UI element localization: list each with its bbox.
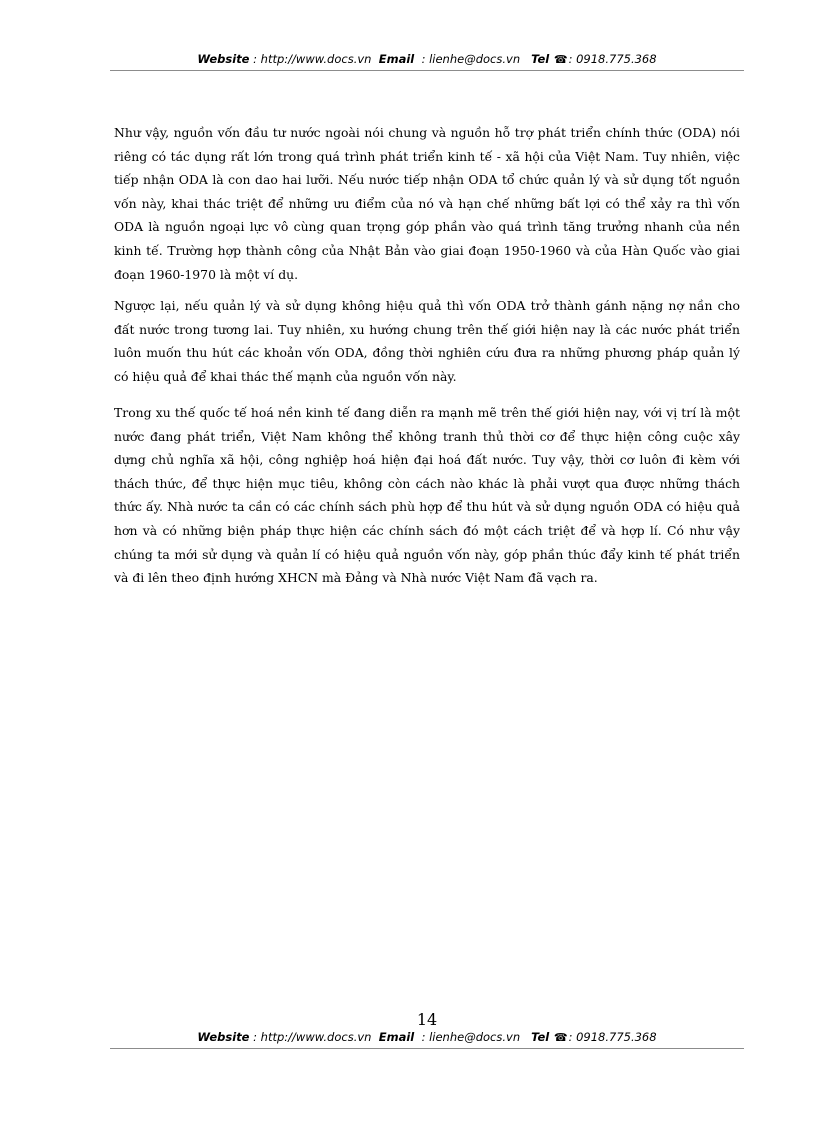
website-url: : http://www.docs.vn: [253, 1030, 372, 1044]
body-paragraph-1: [114, 121, 740, 286]
email-label: Email: [378, 52, 415, 66]
paragraph-text: Trong xu thế quốc tế hoá nền kinh tế đang diễn ra mạnh mẽ trên thế giới hiện nay, với vị trí là một nước đang phát triển, Việt Nam không thể không tranh thủ thời cơ để thực hiện công cuộc xây dựng chủ nghĩa xã hội, công nghiệp hoá hiện đại hoá đất nước. Tuy vậy, thời cơ luôn đi kèm với thách thức, để thực hiện mục tiêu, không còn cách nào khác là phải vượt qua được những thách thức ấy. Nhà nước ta cần có các chính sách phù hợp để thu hút và sử dụng nguồn ODA có hiệu quả hơn và có những biện pháp thực hiện các chính sách đó một cách triệt để và hợp lí. Có như vậy chúng ta mới sử dụng và quản lí có hiệu quả nguồn vốn này, góp phần thúc đẩy kinh tế phát triển và đi lên theo định hướng XHCN mà Đảng và Nhà nước Việt Nam đã vạch ra.: [114, 405, 740, 586]
telephone-icon: ☎: [553, 53, 568, 66]
website-label: Website: [197, 1030, 250, 1044]
paragraph-text: Ngược lại, nếu quản lý và sử dụng không hiệu quả thì vốn ODA trở thành gánh nặng nợ nần cho đất nước trong tương lai. Tuy nhiên, xu hướng chung trên thế giới hiện nay là các nước phát triển luôn muốn thu hút các khoản vốn ODA, đồng thời nghiên cứu đưa ra những phương pháp quản lý có hiệu quả để khai thác thế mạnh của nguồn vốn này.: [114, 298, 740, 384]
paragraph-text: Như vậy, nguồn vốn đầu tư nước ngoài nói chung và nguồn hỗ trợ phát triển chính thức (ODA) nói riêng có tác dụng rất lớn trong quá trình phát triển kinh tế - xã hội của Việt Nam. Tuy nhiên, việc tiếp nhận ODA là con dao hai lưỡi. Nếu nước tiếp nhận ODA tổ chức quản lý và sử dụng tốt nguồn vốn này, khai thác triệt để những ưu điểm của nó và hạn chế những bất lợi có thể xảy ra thì vốn ODA là nguồn ngoại lực vô cùng quan trọng góp phần vào quá trình tăng trưởng nhanh của nền kinh tế. Trường hợp thành công của Nhật Bản vào giai đoạn 1950-1960 và của Hàn Quốc vào giai đoạn 1960-1970 là một ví dụ.: [114, 125, 740, 282]
email-label: Email: [378, 1030, 415, 1044]
email-address: : lienhe@docs.vn: [421, 52, 521, 66]
body-paragraph-2: [114, 294, 740, 388]
page-footer: [110, 1030, 744, 1044]
body-paragraph-3: [114, 401, 740, 590]
telephone-icon: ☎: [553, 1031, 568, 1044]
tel-label: Tel: [531, 1030, 550, 1044]
header-rule: [110, 70, 744, 71]
tel-number: : 0918.775.368: [568, 1030, 657, 1044]
page-number: 14: [416, 1010, 438, 1029]
website-url: : http://www.docs.vn: [253, 52, 372, 66]
tel-number: : 0918.775.368: [568, 52, 657, 66]
footer-rule: [110, 1048, 744, 1049]
website-label: Website: [197, 52, 250, 66]
tel-label: Tel: [531, 52, 550, 66]
email-address: : lienhe@docs.vn: [421, 1030, 521, 1044]
page-header: [110, 52, 744, 66]
